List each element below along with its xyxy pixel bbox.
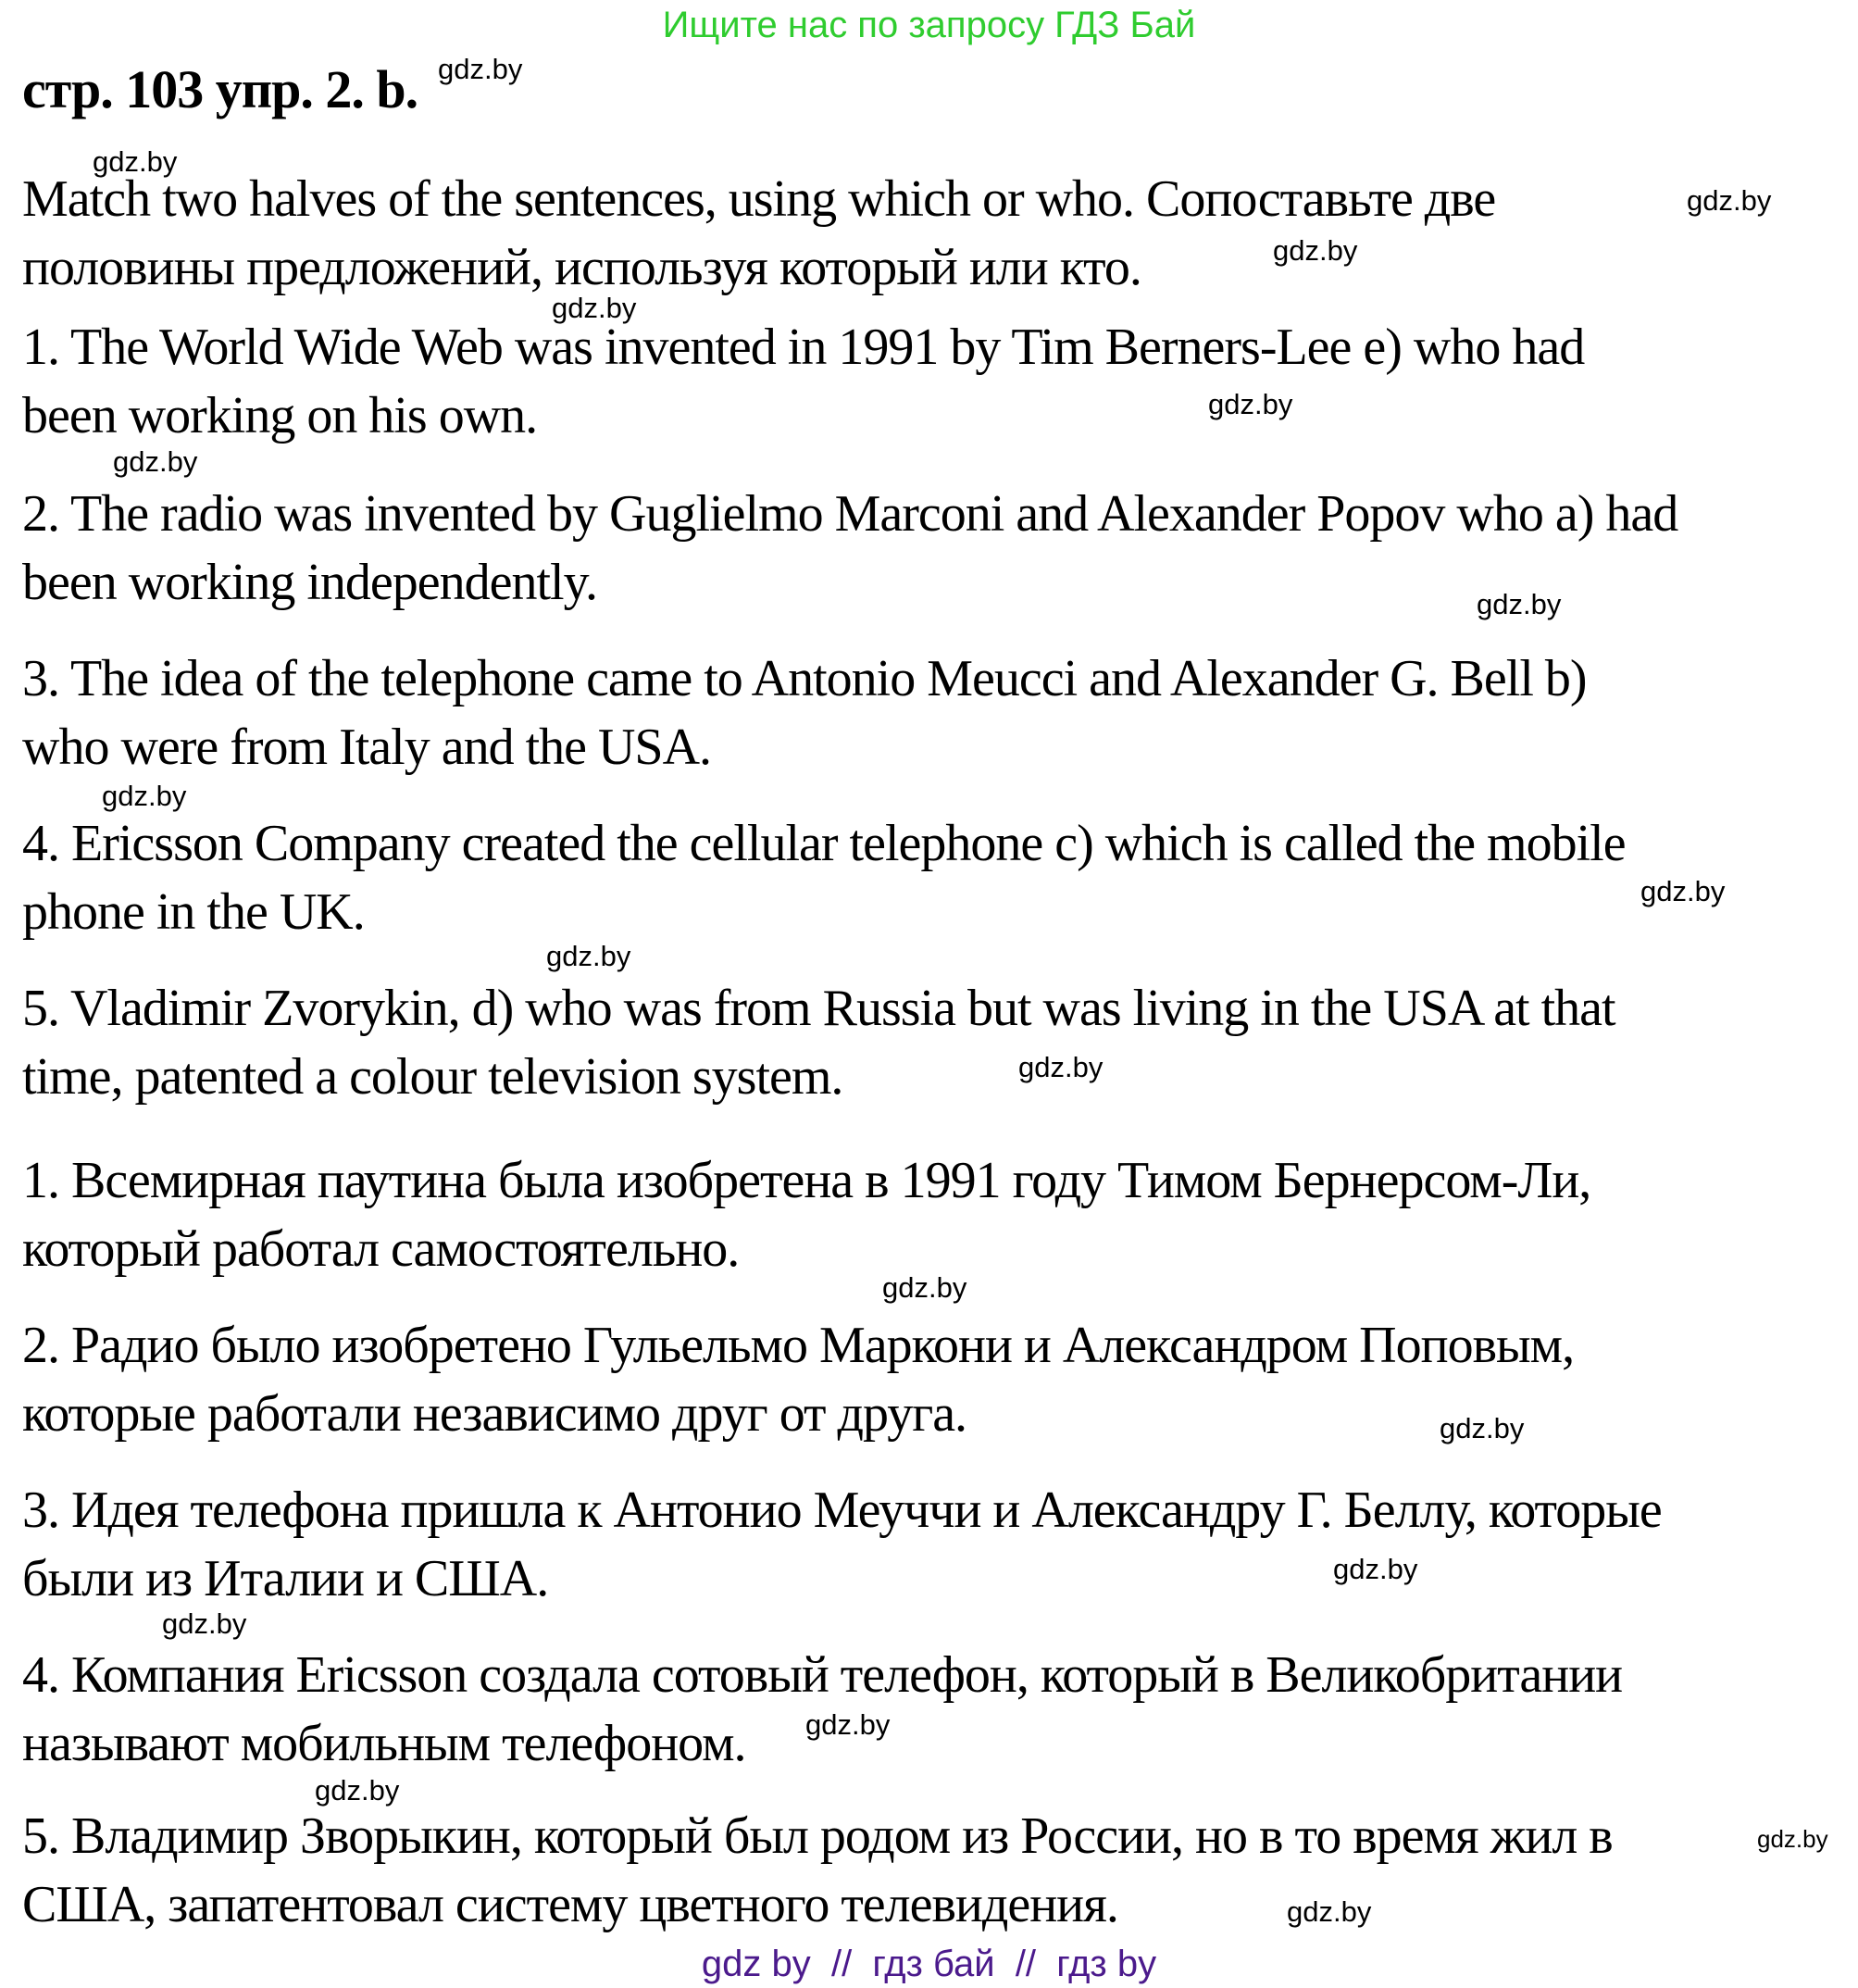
sentence-ru-4 (22, 1641, 1858, 1778)
sentence-line: been working on his own. (22, 387, 538, 444)
sentence-line: 4. Компания Ericsson создала сотовый телефон, который в Великобритании (22, 1646, 1623, 1704)
sentence-line: who were from Italy and the USA. (22, 719, 712, 776)
gdzby-watermark: gdz.by (882, 1271, 967, 1304)
gdzby-watermark: gdz.by (162, 1607, 247, 1640)
sentence-line: который работал самостоятельно. (22, 1220, 740, 1278)
sentence-line: 5. Владимир Зворыкин, который был родом из России, но в то время жил в (22, 1807, 1613, 1865)
gdzby-watermark: gdz.by (805, 1708, 891, 1741)
sentence-line: которые работали независимо друг от друга. (22, 1385, 967, 1443)
sentence-line: 5. Vladimir Zvorykin, d) who was from Russia but was living in the USA at that (22, 980, 1615, 1037)
gdzby-watermark: gdz.by (1287, 1895, 1372, 1928)
sentence-ru-3 (22, 1476, 1858, 1613)
gdzby-watermark: gdz.by (1273, 234, 1358, 267)
sentence-line: 1. Всемирная паутина была изобретена в 1991 году Тимом Бернерсом-Ли, (22, 1152, 1591, 1209)
gdzby-watermark: gdz.by (1440, 1412, 1525, 1444)
gdzby-watermark: gdz.by (113, 445, 198, 478)
task-line: половины предложений, используя который или кто. (22, 239, 1141, 296)
sentence-line: США, запатентовал систему цветного телевидения. (22, 1876, 1118, 1933)
gdzby-watermark: gdz.by (1333, 1553, 1418, 1585)
promo-banner: Ищите нас по запросу ГДЗ Бай (662, 5, 1196, 45)
sentence-en-1 (22, 313, 1858, 450)
gdzby-watermark: gdz.by (1208, 388, 1293, 420)
sentence-line: phone in the UK. (22, 883, 365, 941)
sentence-line: называют мобильным телефоном. (22, 1715, 746, 1772)
gdzby-watermark: gdz.by (1757, 1825, 1828, 1853)
sentence-ru-5 (22, 1802, 1858, 1939)
gdzby-watermark: gdz.by (438, 53, 523, 85)
gdzby-watermark: gdz.by (1687, 184, 1772, 217)
gdzby-watermark: gdz.by (102, 780, 187, 812)
gdzby-watermark: gdz.by (93, 145, 178, 178)
sentence-en-2 (22, 480, 1858, 617)
sentence-line: been working independently. (22, 554, 597, 611)
task-paragraph (22, 165, 1858, 302)
gdzby-watermark: gdz.by (1018, 1051, 1104, 1083)
sentence-en-4 (22, 809, 1858, 946)
sentence-line: 2. Радио было изобретено Гульельмо Маркони и Александром Поповым, (22, 1317, 1575, 1374)
sentence-line: 4. Ericsson Company created the cellular telephone c) which is called the mobile (22, 815, 1626, 872)
sentence-line: 1. The World Wide Web was invented in 1991 by Tim Berners-Lee e) who had (22, 319, 1585, 376)
gdzby-watermark: gdz.by (1640, 875, 1726, 907)
sentence-line: 3. The idea of the telephone came to Antonio Meucci and Alexander G. Bell b) (22, 650, 1587, 707)
sentence-line: 3. Идея телефона пришла к Антонио Меуччи и Александру Г. Беллу, которые (22, 1482, 1662, 1539)
footer-links[interactable]: gdz by // гдз бай // гдз by (701, 1944, 1157, 1984)
gdzby-watermark: gdz.by (546, 940, 631, 972)
page-heading: стр. 103 упр. 2. b. (22, 59, 418, 119)
task-line: Match two halves of the sentences, using which or who. Сопоставьте две (22, 170, 1496, 228)
gdzby-watermark: gdz.by (1477, 588, 1562, 620)
sentence-ru-2 (22, 1311, 1858, 1448)
gdzby-watermark: gdz.by (315, 1774, 400, 1807)
sentence-en-5 (22, 974, 1858, 1111)
sentence-line: были из Италии и США. (22, 1550, 549, 1607)
sentence-ru-1 (22, 1146, 1858, 1283)
gdzby-watermark: gdz.by (552, 292, 637, 324)
sentence-en-3 (22, 644, 1858, 781)
sentence-line: 2. The radio was invented by Guglielmo Marconi and Alexander Popov who a) had (22, 485, 1678, 543)
sentence-line: time, patented a colour television system. (22, 1048, 843, 1106)
